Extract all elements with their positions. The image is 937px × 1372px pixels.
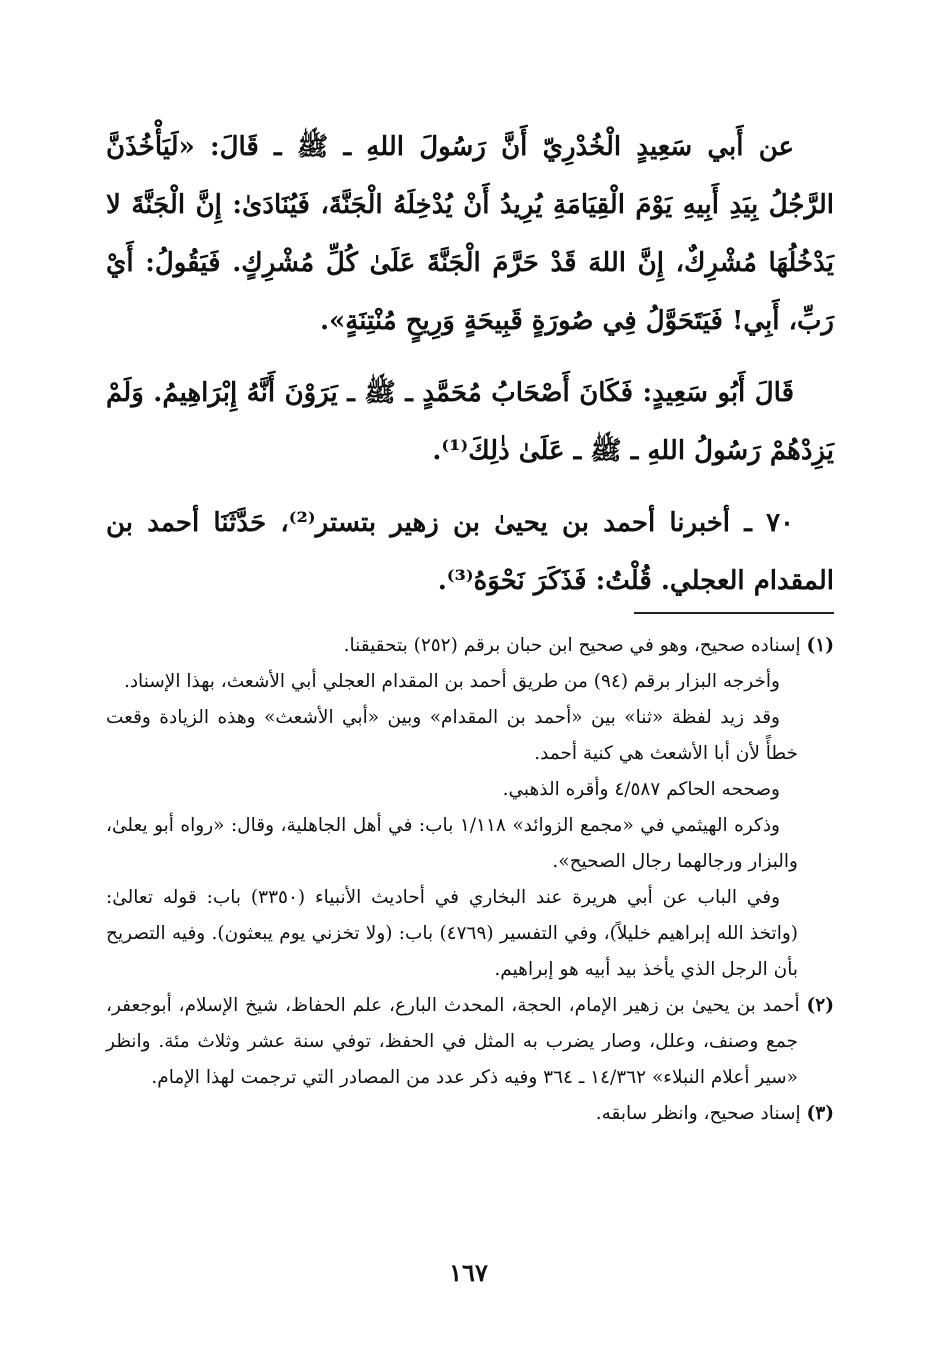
footnote-1-line: وذكره الهيثمي في «مجمع الزوائد» ١/١١٨ باب: في أهل الجاهلية، وقال: «رواه أبو يعلىٰ، والبزار ورجالهما رجال الصحيح». <box>106 815 798 872</box>
footnote-1-line: إسناده صحيح، وهو في صحيح ابن حبان برقم (٢٥٢) بتحقيقنا. <box>343 635 801 656</box>
footnote-2-marker: (٢) <box>806 995 834 1016</box>
hadith-70-paragraph: ٧٠ ـ أخبرنا أحمد بن يحيىٰ بن زهير بتستر⁽²⁾، حَدَّثَنَا أحمد بن المقدام العجلي. قُلْتُ: فَذَكَرَ نَحْوَهُ⁽³⁾. <box>106 508 834 596</box>
main-text-block <box>106 118 834 610</box>
footnote-2-text: أحمد بن يحيىٰ بن زهير الإمام، الحجة، المحدث البارع، علم الحفاظ، شيخ الإسلام، أبوجعفر، جمع وصنف، وعلل، وصار يضرب به المثل في الحفظ، توفي سنة عشر وثلاث مئة. وانظر «سير أعلام النبلاء» ١٤/٣٦٢ ـ ٣٦٤ وفيه ذكر عدد من المصادر التي ترجمت لهذا الإمام. <box>106 995 800 1088</box>
footnote-1-marker: (١) <box>806 635 834 656</box>
footnote-1 <box>106 628 834 664</box>
footnote-3-text: إسناد صحيح، وانظر سابقه. <box>595 1103 801 1124</box>
footnote-1-line: وقد زيد لفظة «ثنا» بين «أحمد بن المقدام» وبين «أبي الأشعث» وهذه الزيادة وقعت خطأً لأن أبا الأشعث هي كنية أحمد. <box>106 707 798 764</box>
footnote-1-line: وصححه الحاكم ٤/٥٨٧ وأقره الذهبي. <box>502 779 780 800</box>
footnote-1-line: وأخرجه البزار برقم (٩٤) من طريق أحمد بن المقدام العجلي أبي الأشعث، بهذا الإسناد. <box>123 671 780 692</box>
footnote-divider <box>634 612 834 614</box>
narrator-comment-paragraph: قَالَ أَبُو سَعِيدٍ: فَكَانَ أَصْحَابُ مُحَمَّدٍ ـ ﷺ ـ يَرَوْنَ أَنَّهُ إِبْرَاهِيمُ. وَلَمْ يَزِدْهُمْ رَسُولُ اللهِ ـ ﷺ ـ عَلَىٰ ذٰلِكَ⁽¹⁾. <box>106 378 834 466</box>
page-number: ١٦٧ <box>449 1258 488 1287</box>
footnote-3-marker: (٣) <box>806 1103 834 1124</box>
hadith-paragraph: عن أَبي سَعِيدٍ الْخُدْرِيّ أَنَّ رَسُولَ اللهِ ـ ﷺ ـ قَالَ: «لَيَأْخُذَنَّ الرَّجُلُ بِيَدِ أَبِيهِ يَوْمَ الْقِيَامَةِ يُرِيدُ أَنْ يُدْخِلَهُ الْجَنَّةَ، فَيُنَادَىٰ: إِنَّ الْجَنَّةَ لا يَدْخُلُهَا مُشْرِكٌ، إِنَّ اللهَ قَدْ حَرَّمَ الْجَنَّةَ عَلَىٰ كُلِّ مُشْرِكٍ. فَيَقُولُ: أَيْ رَبِّ، أَبِي! فَيَتَحَوَّلُ فِي صُورَةٍ قَبِيحَةٍ وَرِيحٍ مُنْتِنَةٍ». <box>106 132 834 336</box>
footnote-2 <box>106 988 834 1096</box>
footnote-1-line: وفي الباب عن أبي هريرة عند البخاري في أحاديث الأنبياء (٣٣٥٠) باب: قوله تعالىٰ: (واتخذ الله إبراهيم خليلاً)، وفي التفسير (٤٧٦٩) باب: (ولا تخزني يوم يبعثون). وفيه التصريح بأن الرجل الذي يأخذ بيد أبيه هو إبراهيم. <box>106 887 798 980</box>
footnote-3 <box>106 1096 834 1132</box>
footnotes-block <box>106 628 834 1132</box>
